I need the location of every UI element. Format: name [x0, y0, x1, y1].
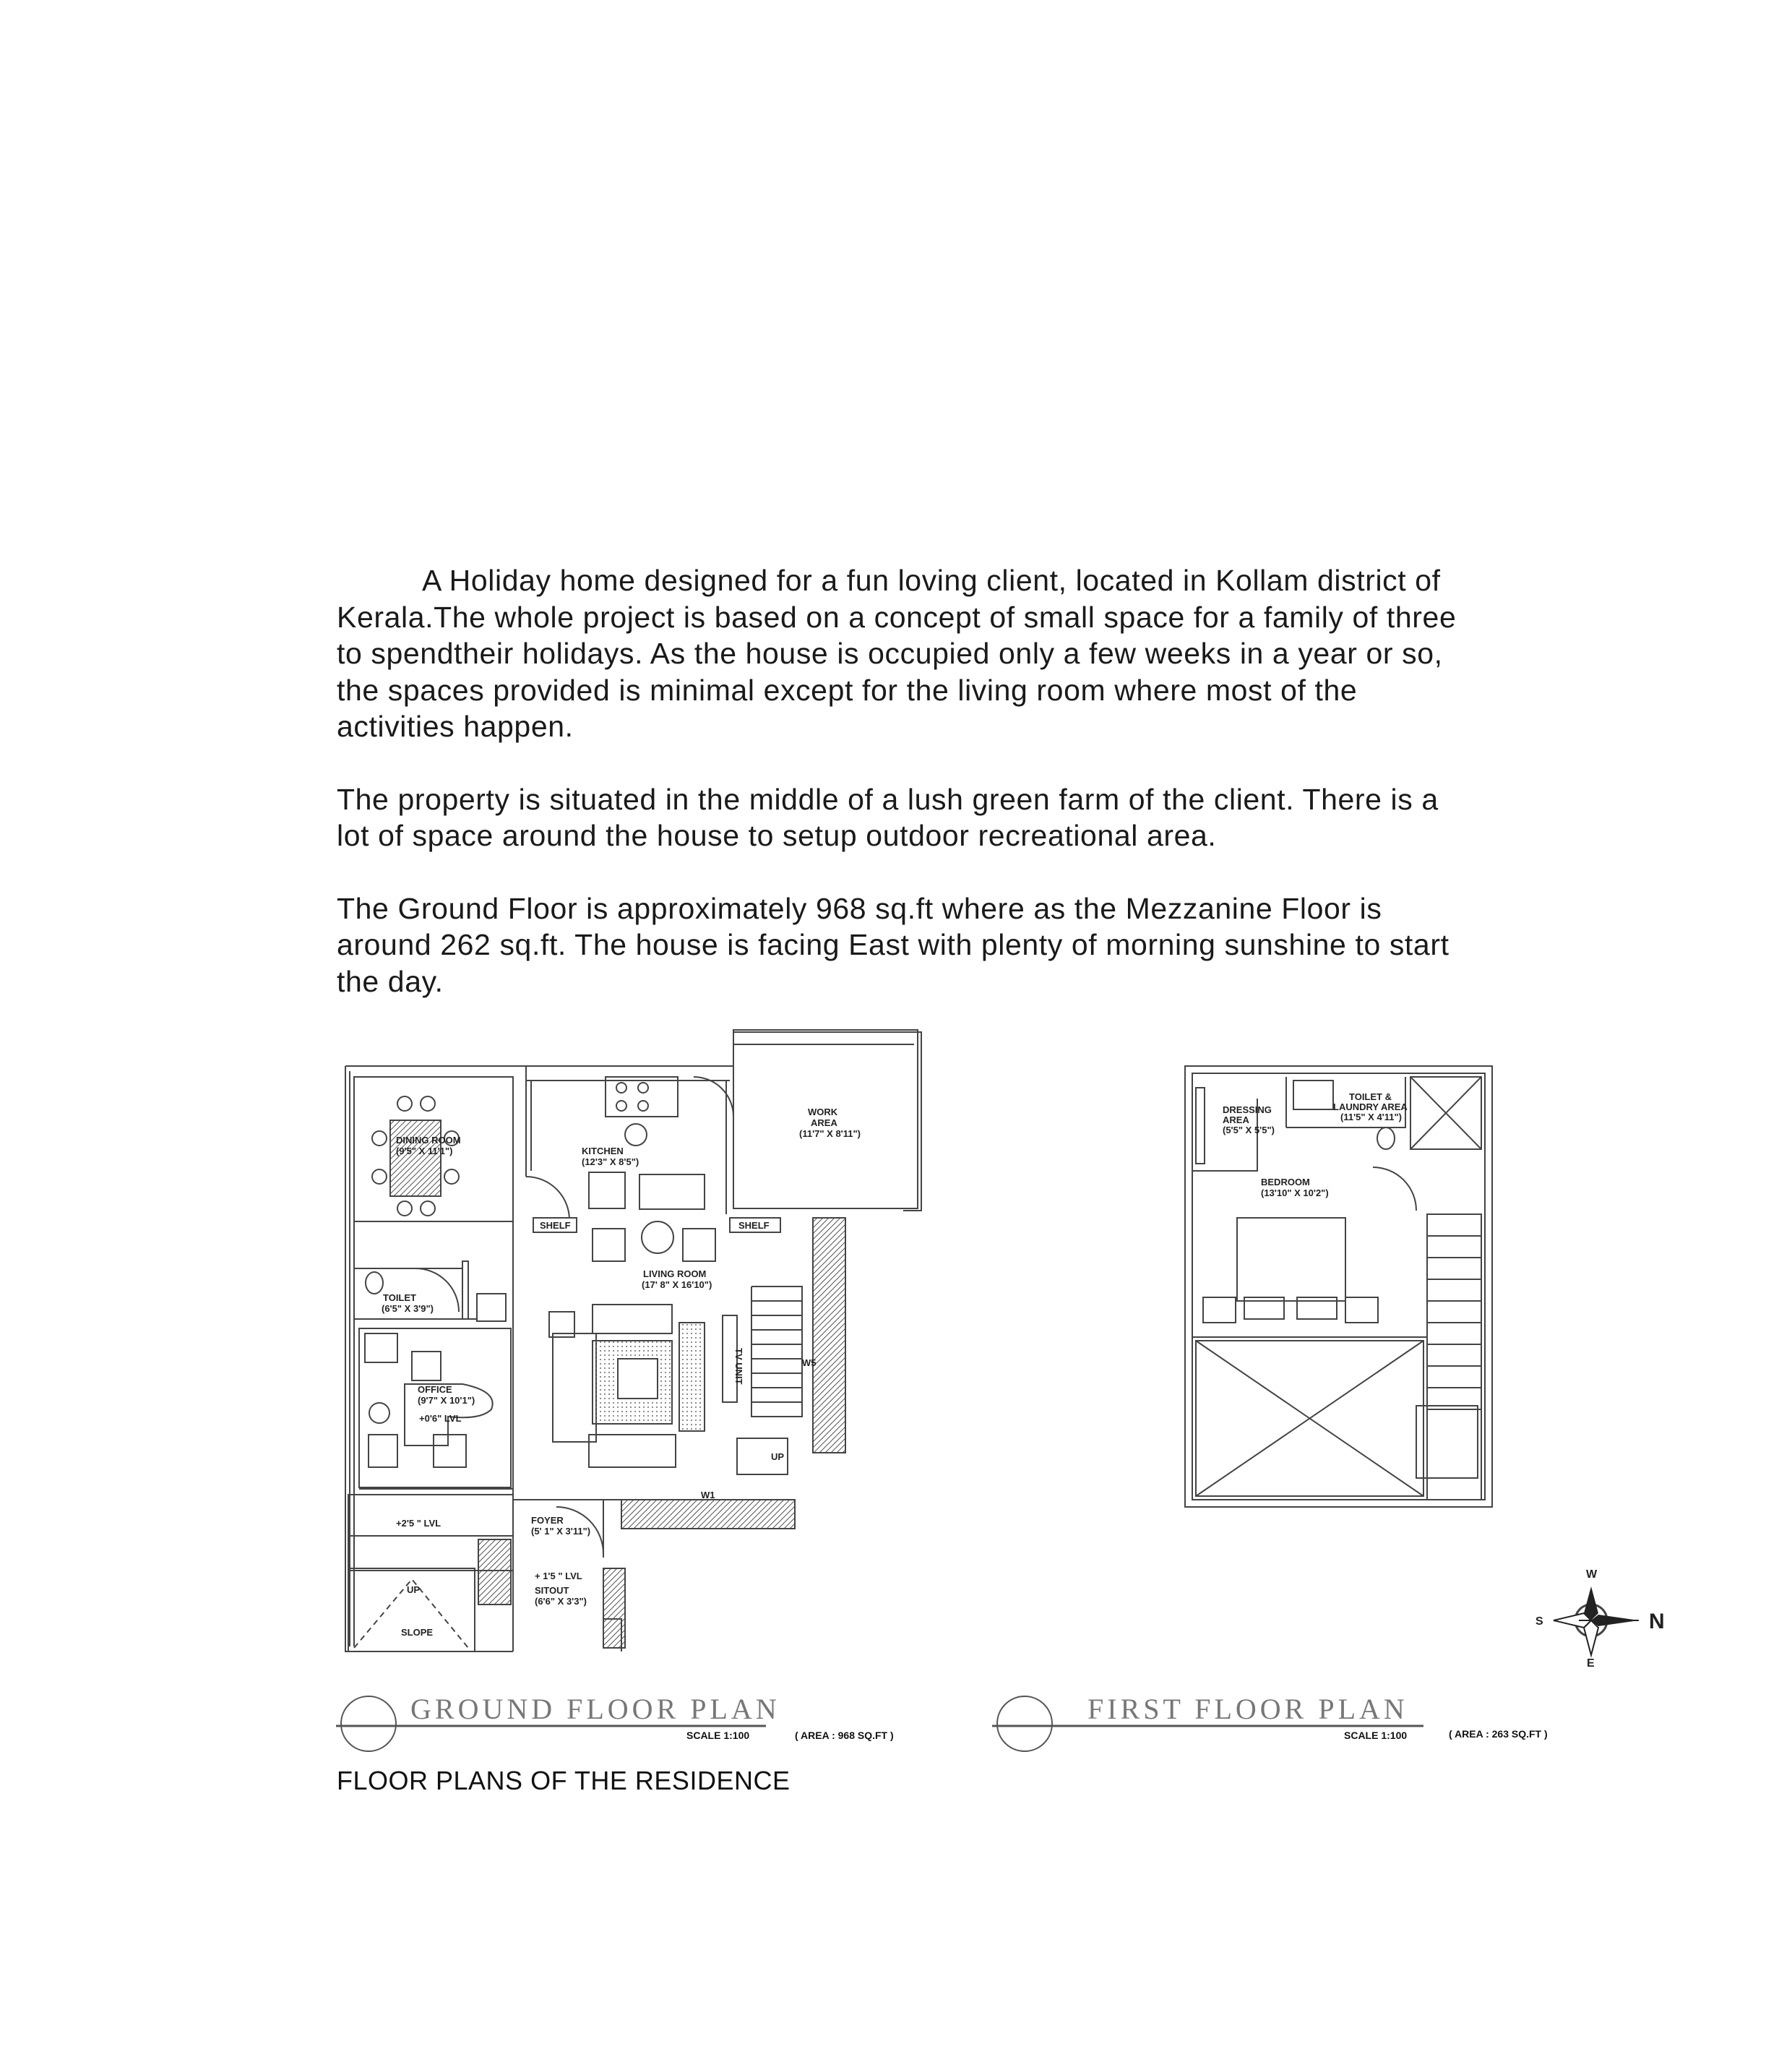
- ground-floor-area: ( AREA : 968 SQ.FT ): [795, 1730, 894, 1741]
- label-dressing-2: AREA: [1223, 1114, 1249, 1125]
- label-w1: W1: [701, 1490, 715, 1500]
- label-foyer: FOYER: [531, 1515, 564, 1526]
- label-lvl-15: + 1'5 " LVL: [535, 1571, 582, 1581]
- label-office: OFFICE: [418, 1384, 452, 1395]
- compass-north: N: [1649, 1610, 1665, 1633]
- label-ff-laundry: LAUNDRY AREA: [1333, 1101, 1408, 1112]
- label-toilet: TOILET: [383, 1292, 416, 1303]
- paragraph-intro: A Holiday home designed for a fun loving client, located in Kollam district of Kerala.The whole project is based on a concept of small space for a family of three to spendtheir holidays. As the house is occupied only a few weeks in a year or so, the spaces provided is minimal except for the living room where most of the activities happen.: [337, 564, 1457, 743]
- compass-west: W: [1586, 1568, 1598, 1581]
- ground-floor-title: GROUND FLOOR PLAN: [410, 1693, 780, 1725]
- label-dining: DINING ROOM: [396, 1135, 461, 1146]
- dim-office: (9'7" X 10'1"): [418, 1395, 475, 1406]
- dim-toilet: (6'5" X 3'9"): [382, 1303, 434, 1314]
- label-bedroom: BEDROOM: [1261, 1177, 1310, 1187]
- first-floor-title: FIRST FLOOR PLAN: [1087, 1693, 1408, 1725]
- dim-bedroom: (13'10" X 10'2"): [1261, 1187, 1329, 1198]
- dim-ff-toilet: (11'5" X 4'11"): [1340, 1112, 1403, 1122]
- label-ramp-up: UP: [407, 1584, 421, 1595]
- label-slope: SLOPE: [401, 1627, 434, 1638]
- label-work: WORK: [808, 1107, 838, 1117]
- paragraph-area: The Ground Floor is approximately 968 sq.ft where as the Mezzanine Floor is around 262 sq.ft. The house is facing East with plenty of morning sunshine to start the day.: [337, 891, 1449, 998]
- paragraph-property: The property is situated in the middle of a lush green farm of the client. There is a lot of space around the house to setup outdoor recreational area.: [337, 782, 1439, 852]
- ground-floor-scale: SCALE 1:100: [686, 1730, 750, 1741]
- first-floor-title-block: [992, 1693, 1548, 1751]
- label-up-stairs: UP: [771, 1451, 785, 1462]
- compass-icon: [1535, 1568, 1665, 1670]
- dim-living: (17' 8" X 16'10"): [642, 1279, 712, 1290]
- label-office-lvl: +0'6" LVL: [419, 1413, 462, 1424]
- label-living: LIVING ROOM: [643, 1268, 707, 1279]
- label-sitout: SITOUT: [535, 1585, 569, 1596]
- compass-east: E: [1587, 1657, 1595, 1670]
- dim-work: (11'7" X 8'11"): [799, 1128, 861, 1139]
- label-shelf-left: SHELF: [540, 1220, 571, 1231]
- label-work-2: AREA: [811, 1117, 837, 1128]
- dim-sitout: (6'6" X 3'3"): [535, 1596, 587, 1607]
- dim-dressing: (5'5" X 5'5"): [1223, 1125, 1275, 1135]
- ground-floor-title-block: [336, 1693, 894, 1751]
- label-w5: W5: [802, 1357, 817, 1368]
- label-shelf-right: SHELF: [738, 1220, 770, 1231]
- label-kitchen: KITCHEN: [582, 1146, 624, 1156]
- first-floor-area: ( AREA : 263 SQ.FT ): [1449, 1728, 1548, 1740]
- dim-dining: (9'5" X 11'1"): [396, 1146, 453, 1156]
- first-floor-scale: SCALE 1:100: [1344, 1730, 1408, 1741]
- label-ff-toilet: TOILET &: [1349, 1091, 1392, 1102]
- dim-kitchen: (12'3" X 8'5"): [582, 1156, 639, 1167]
- figure-caption: FLOOR PLANS OF THE RESIDENCE: [337, 1766, 791, 1795]
- label-lvl-25: +2'5 " LVL: [396, 1518, 441, 1529]
- dim-foyer: (5' 1" X 3'11"): [531, 1526, 591, 1537]
- compass-south: S: [1535, 1615, 1543, 1628]
- first-floor-labels: [1223, 1091, 1408, 1198]
- label-dressing: DRESSING: [1223, 1104, 1272, 1115]
- label-tv-unit: TV UNIT: [733, 1348, 744, 1385]
